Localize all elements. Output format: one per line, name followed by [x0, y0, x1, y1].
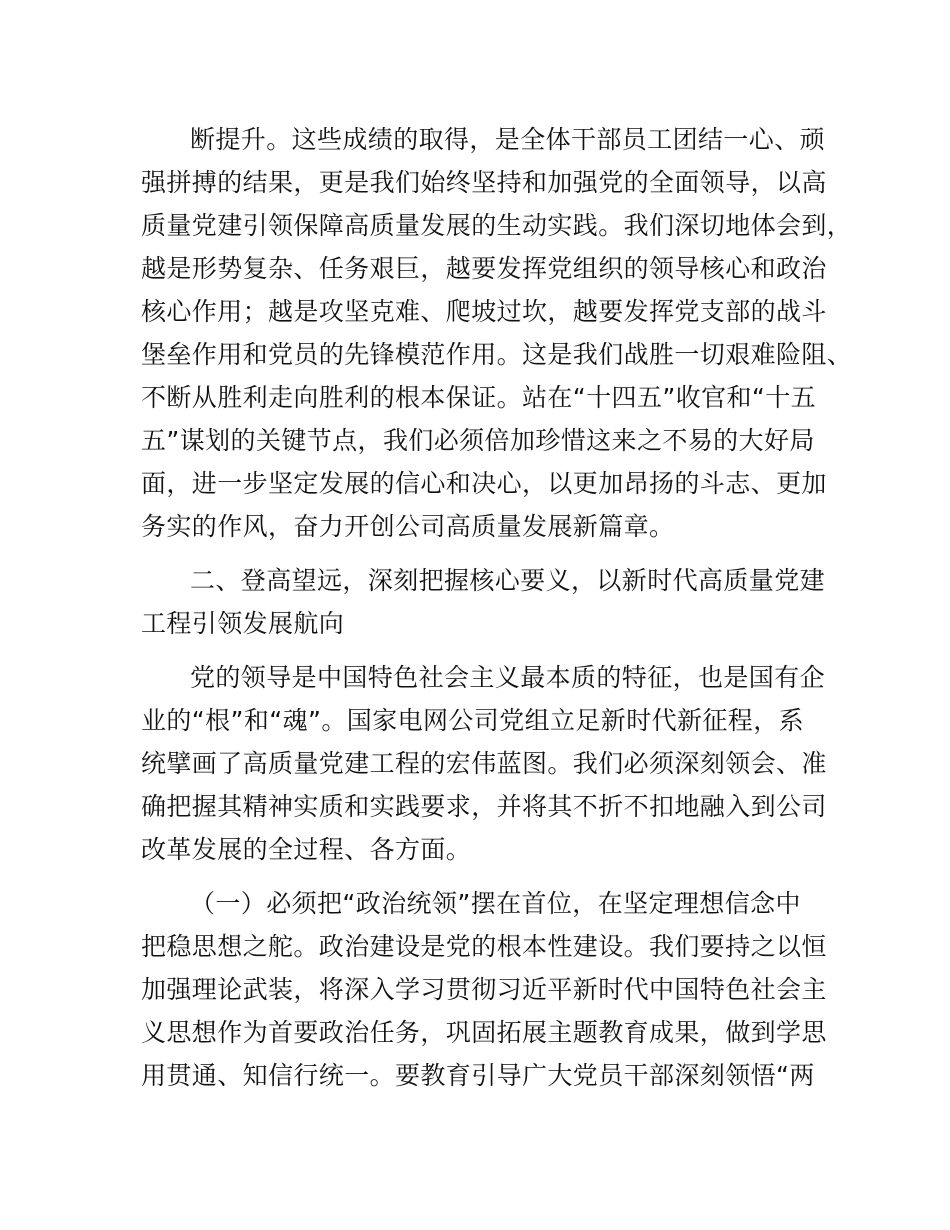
text-line: 不断从胜利走向胜利的根本保证。站在“十四五”收官和“十五 [141, 383, 817, 412]
text-line: 面，进一步坚定发展的信心和决心，以更加昂扬的斗志、更加 [141, 469, 827, 498]
text-line: 加强理论武装，将深入学习贯彻习近平新时代中国特色社会主 [141, 975, 827, 1004]
text-line: 确把握其精神实质和实践要求，并将其不折不扣地融入到公司 [141, 792, 827, 821]
text-line: 堡垒作用和党员的先锋模范作用。这是我们战胜一切艰难险阻、 [141, 340, 853, 369]
text-line: 改革发展的全过程、各方面。 [141, 835, 472, 864]
text-line: 业的“根”和“魂”。国家电网公司党组立足新时代新征程，系 [141, 706, 805, 735]
text-line: 务实的作风，奋力开创公司高质量发展新篇章。 [141, 512, 675, 541]
section-heading-line: 工程引领发展航向 [141, 609, 345, 638]
subsection-heading-line: （一）必须把“政治统领”摆在首位，在坚定理想信念中 [190, 889, 801, 918]
text-line: 越是形势复杂、任务艰巨，越要发挥党组织的领导核心和政治 [141, 254, 827, 283]
text-line: 用贯通、知信行统一。要教育引导广大党员干部深刻领悟“两 [141, 1061, 815, 1090]
text-line: 质量党建引领保障高质量发展的生动实践。我们深切地体会到， [141, 211, 853, 240]
text-line: 断提升。这些成绩的取得，是全体干部员工团结一心、顽 [190, 125, 826, 154]
text-line: 党的领导是中国特色社会主义最本质的特征，也是国有企 [190, 663, 826, 692]
text-line: 五”谋划的关键节点，我们必须倍加珍惜这来之不易的大好局 [141, 426, 815, 455]
section-heading-line: 二、登高望远，深刻把握核心要义，以新时代高质量党建 [190, 566, 826, 595]
text-line: 义思想作为首要政治任务，巩固拓展主题教育成果，做到学思 [141, 1018, 827, 1047]
text-line: 核心作用；越是攻坚克难、爬坡过坎，越要发挥党支部的战斗 [141, 297, 827, 326]
text-line: 统擘画了高质量党建工程的宏伟蓝图。我们必须深刻领会、准 [141, 749, 827, 778]
text-line: 把稳思想之舵。政治建设是党的根本性建设。我们要持之以恒 [141, 932, 827, 961]
text-line: 强拼搏的结果，更是我们始终坚持和加强党的全面领导，以高 [141, 168, 827, 197]
